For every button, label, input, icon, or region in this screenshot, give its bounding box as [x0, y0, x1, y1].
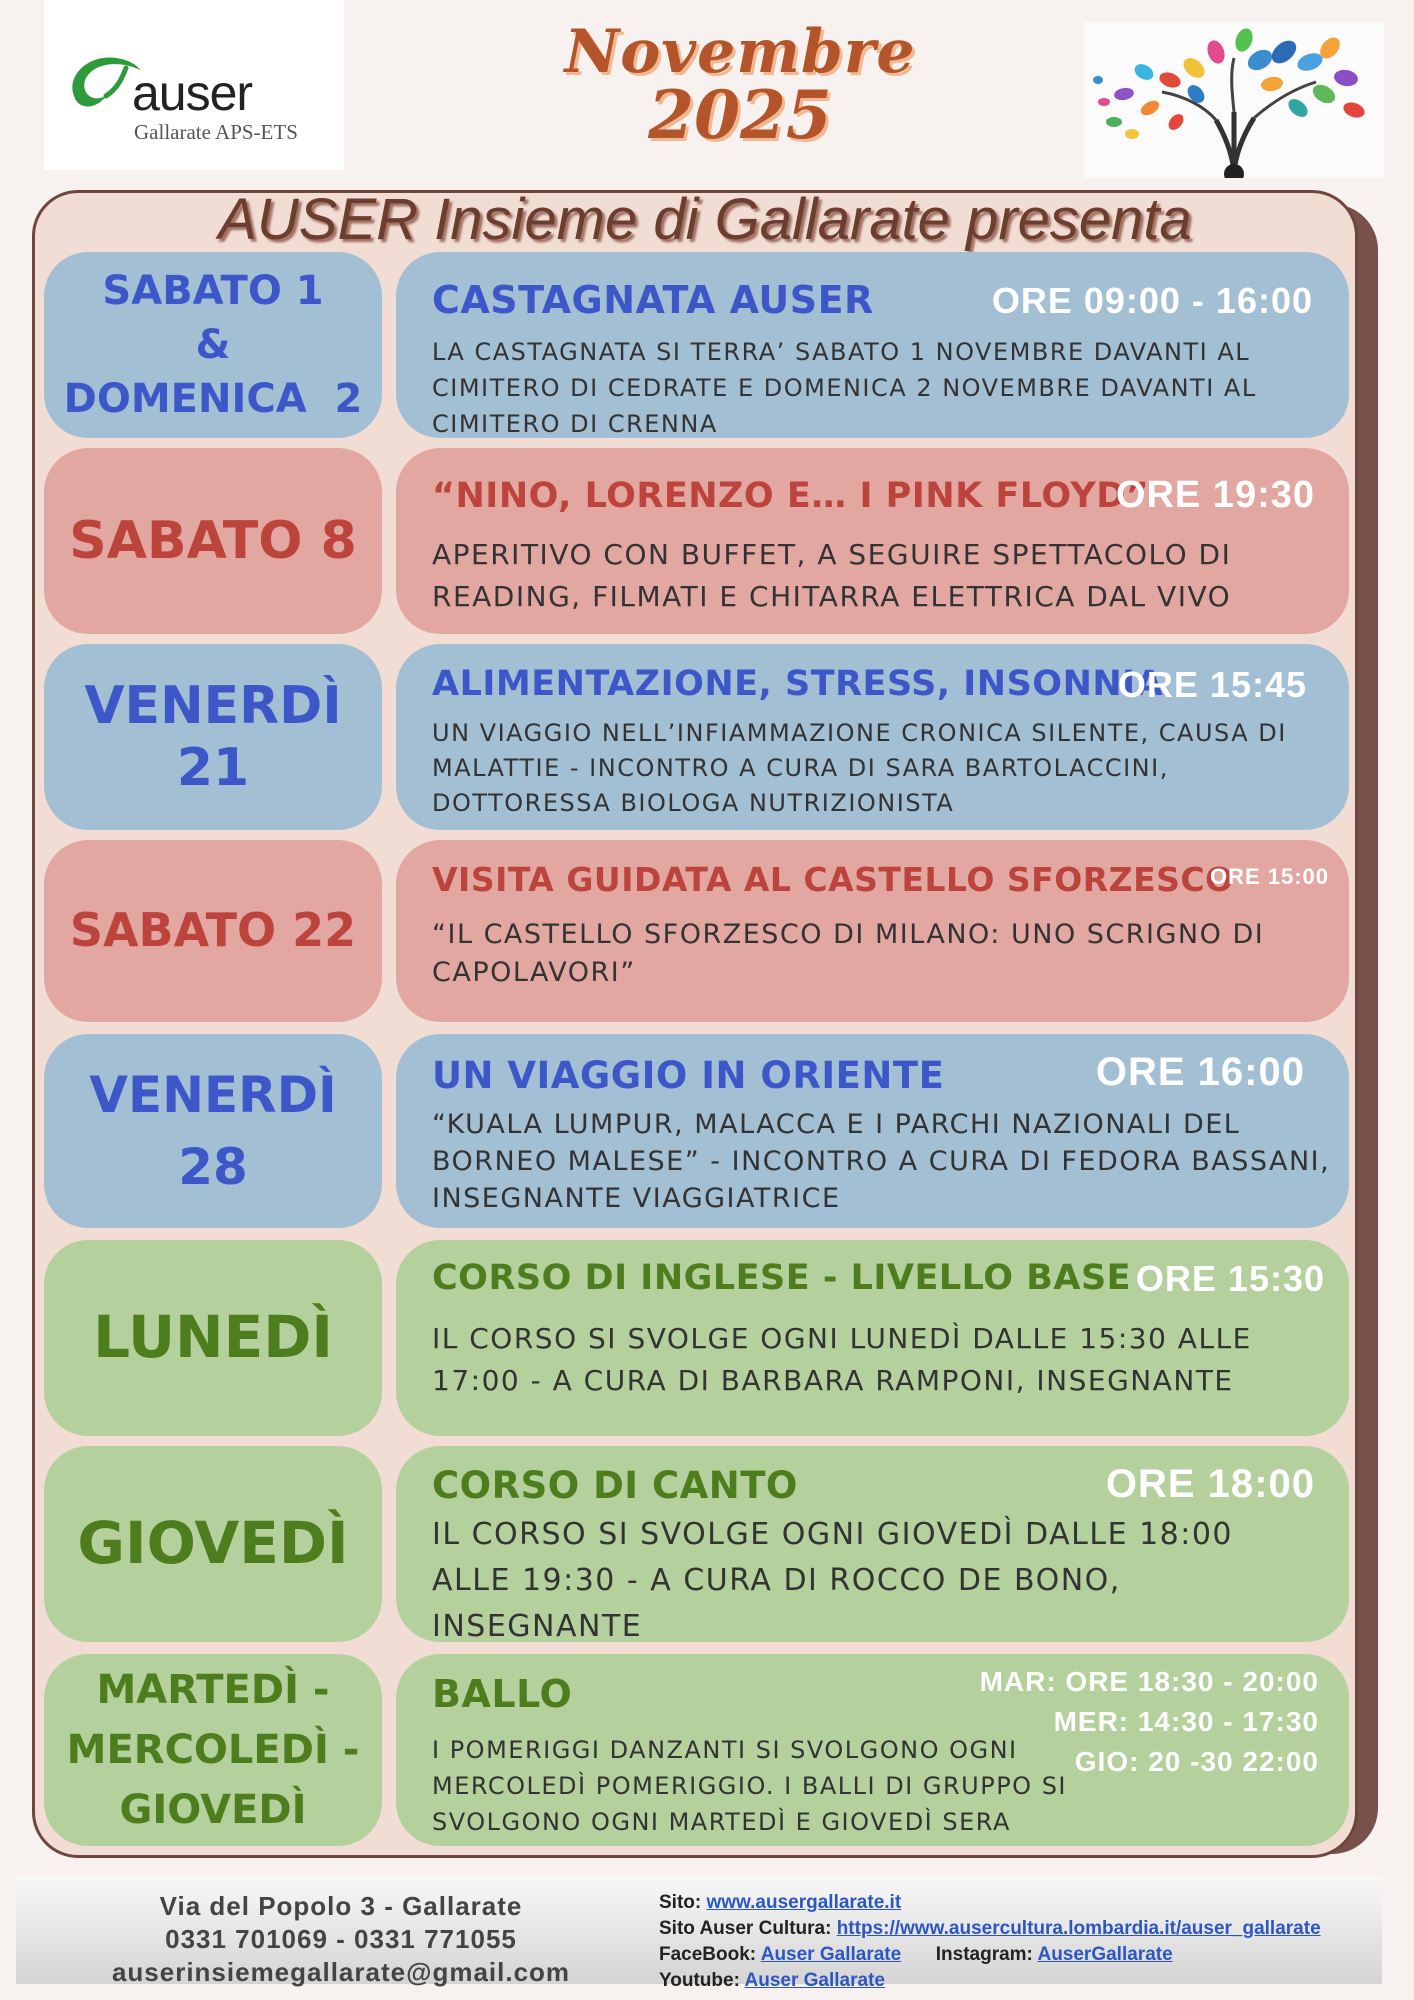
event-row-castagnata: [44, 252, 1349, 438]
event-title: ALIMENTAZIONE, STRESS, INSONNIA: [432, 664, 1164, 704]
event-row-oriente: [44, 1034, 1349, 1228]
event-date: [44, 840, 382, 1022]
event-row-ballo: [44, 1654, 1349, 1846]
youtube-link[interactable]: Auser Gallarate: [744, 1970, 885, 1991]
event-row-alimentazione: [44, 644, 1349, 830]
event-title: VISITA GUIDATA AL CASTELLO SFORZESCO: [432, 860, 1234, 899]
instagram-label: Instagram:: [935, 1944, 1033, 1965]
event-time: MAR: ORE 18:30 - 20:00: [979, 1666, 1319, 1697]
facebook-link[interactable]: Auser Gallarate: [760, 1944, 902, 1965]
event-description: “IL CASTELLO SFORZESCO DI MILANO: UNO SCRIGNO DI CAPOLAVORI”: [432, 919, 1265, 988]
youtube-label: Youtube:: [659, 1970, 740, 1991]
date-line: GIOVEDÌ: [77, 1509, 349, 1578]
event-description: IL CORSO SI SVOLGE OGNI GIOVEDÌ DALLE 18:00 ALLE 19:30 - A CURA DI ROCCO DE BONO, INSEGNANTE: [432, 1517, 1234, 1642]
event-title: UN VIAGGIO IN ORIENTE: [432, 1054, 945, 1097]
sito-link[interactable]: www.ausergallarate.it: [706, 1892, 902, 1913]
date-line: SABATO 1: [102, 268, 324, 314]
event-details: [396, 644, 1349, 830]
phone-numbers: 0331 701069 - 0331 771055: [165, 1924, 517, 1954]
event-date: [44, 448, 382, 634]
event-time: ORE 16:00: [1095, 1050, 1305, 1094]
cultura-label: Sito Auser Cultura:: [659, 1918, 832, 1939]
event-time: ORE 18:00: [1105, 1462, 1315, 1506]
event-title: CASTAGNATA AUSER: [432, 278, 874, 322]
event-details: [396, 840, 1349, 1022]
event-description: UN VIAGGIO NELL’INFIAMMAZIONE CRONICA SILENTE, CAUSA DI MALATTIE - INCONTRO A CURA DI SARA BARTOLACCINI, DOTTORESSA BIOLOGA NUTRIZIONISTA: [432, 719, 1287, 817]
hands-tree-illustration: [1084, 22, 1384, 178]
address: Via del Popolo 3 - Gallarate: [159, 1891, 523, 1921]
cultura-link[interactable]: https://www.ausercultura.lombardia.it/auser_gallarate: [836, 1918, 1321, 1939]
event-time: ORE 15:00: [1209, 864, 1329, 889]
event-time: ORE 15:45: [1117, 664, 1307, 705]
logo-wordmark: auser: [132, 65, 253, 121]
event-description: I POMERIGGI DANZANTI SI SVOLGONO OGNI MERCOLEDÌ POMERIGGIO. I BALLI DI GRUPPO SI SVOLGONO OGNI MARTEDÌ E GIOVEDÌ SERA: [432, 1736, 1068, 1836]
web-links: [659, 1890, 1321, 1994]
presenta-heading: AUSER Insieme di Gallarate presenta: [218, 187, 1192, 252]
event-row-canto: [44, 1446, 1349, 1642]
date-line: LUNEDÌ: [93, 1303, 333, 1372]
date-line: VENERDÌ: [89, 1066, 337, 1124]
event-row-inglese: [44, 1240, 1349, 1436]
page-title: [540, 17, 940, 154]
event-time: MER: 14:30 - 17:30: [1053, 1706, 1319, 1737]
logo-subtitle: Gallarate APS-ETS: [134, 120, 298, 144]
event-title: “NINO, LORENZO E… I PINK FLOYD”: [432, 476, 1150, 516]
instagram-link[interactable]: AuserGallarate: [1037, 1944, 1173, 1965]
event-row-castello: [44, 840, 1349, 1022]
event-time: ORE 09:00 - 16:00: [991, 280, 1313, 321]
event-description: LA CASTAGNATA SI TERRA’ SABATO 1 NOVEMBRE DAVANTI AL CIMITERO DI CEDRATE E DOMENICA 2 NOVEMBRE DAVANTI AL CIMITERO DI CRENNA: [432, 338, 1257, 438]
event-time: ORE 19:30: [1115, 474, 1315, 516]
event-description: “KUALA LUMPUR, MALACCA E I PARCHI NAZIONALI DEL BORNEO MALESE” - INCONTRO A CURA DI FEDORA BASSANI, INSEGNANTE VIAGGIATRICE: [432, 1109, 1331, 1214]
sito-row: [659, 1890, 1321, 1916]
date-line: &: [195, 322, 231, 368]
cultura-row: [659, 1916, 1321, 1942]
event-time: GIO: 20 -30 22:00: [1074, 1746, 1319, 1777]
date-line: SABATO 8: [69, 510, 357, 571]
youtube-row: [659, 1968, 1321, 1994]
event-title: BALLO: [432, 1672, 573, 1716]
date-line: 28: [178, 1138, 248, 1196]
event-date: [44, 1654, 382, 1846]
event-date: [44, 644, 382, 830]
date-line: GIOVEDÌ: [119, 1787, 307, 1833]
date-line: SABATO 22: [69, 903, 357, 958]
hands-tree-icon: [1084, 22, 1384, 178]
event-details: [396, 448, 1349, 634]
social-row: [659, 1942, 1321, 1968]
event-details: [396, 252, 1349, 438]
date-line: MARTEDÌ -: [96, 1667, 330, 1713]
event-date: [44, 1034, 382, 1228]
title-year: 2025: [648, 76, 832, 154]
auser-logo: [44, 0, 344, 170]
event-title: CORSO DI INGLESE - LIVELLO BASE: [432, 1258, 1132, 1298]
event-details: [396, 1240, 1349, 1436]
email-address[interactable]: auserinsiemegallarate@gmail.com: [111, 1957, 571, 1987]
date-line: VENERDÌ 21: [84, 675, 342, 798]
title-month: Novembre: [564, 17, 916, 87]
event-description: APERITIVO CON BUFFET, A SEGUIRE SPETTACOLO DI READING, FILMATI E CHITARRA ELETTRICA DAL VIVO: [432, 538, 1232, 613]
event-date: [44, 252, 382, 438]
date-line: MERCOLEDÌ -: [66, 1727, 360, 1773]
facebook-label: FaceBook:: [659, 1944, 757, 1965]
sito-label: Sito:: [659, 1892, 702, 1913]
event-details: [396, 1446, 1349, 1642]
event-row-pink-floyd: [44, 448, 1349, 634]
footer: [16, 1876, 1382, 1991]
event-description: IL CORSO SI SVOLGE OGNI LUNEDÌ DALLE 15:30 ALLE 17:00 - A CURA DI BARBARA RAMPONI, INSEGNANTE: [432, 1322, 1252, 1397]
event-details: [396, 1654, 1349, 1846]
contact-info: [76, 1890, 606, 1989]
event-time: ORE 15:30: [1135, 1258, 1325, 1299]
date-line: DOMENICA 2: [63, 376, 363, 422]
event-date: [44, 1240, 382, 1436]
event-date: [44, 1446, 382, 1642]
event-title: CORSO DI CANTO: [432, 1464, 798, 1507]
event-details: [396, 1034, 1349, 1228]
